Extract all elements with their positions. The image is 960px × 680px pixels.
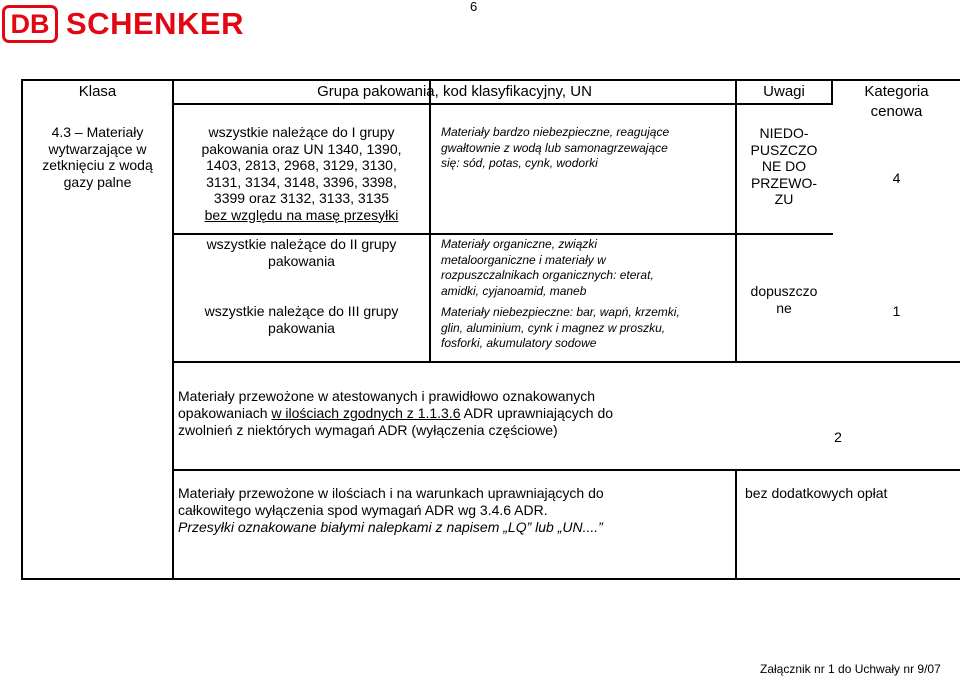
group3-line: wszystkie należące do III grupy [204,303,399,319]
klasa-line: 4.3 – Materiały [51,124,144,140]
full-exemption-line: Przesyłki oznakowane białymi nalepkami z napisem „LQ” lub „UN....” [178,519,603,535]
footer-attachment-note: Załącznik nr 1 do Uchwały nr 9/07 [760,662,941,676]
desc3-cell [441,305,733,352]
uwagi-forbidden-line: ZU [774,191,794,207]
desc2-cell [441,237,733,299]
desc1-line: Materiały bardzo niebezpieczne, reagujące [441,125,670,139]
db-schenker-logo [0,3,244,45]
header-grupa: Grupa pakowania, kod klasyfikacyjny, UN [317,83,592,100]
uwagi-allowed-line: dopuszczo [750,283,818,299]
subrow-rule [172,233,833,235]
uwagi-forbidden-line: NE DO [761,158,807,174]
desc3-line: Materiały niebezpieczne: bar, wapń, krzemki, [441,305,680,319]
klasa-line: zetknięciu z wodą [42,157,153,173]
partial-exemption-line: zwolnień z niektórych wymagań ADR (wyłączenia częściowe) [178,422,558,438]
partial-exemption-line: Materiały przewożone w atestowanych i prawidłowo oznakowanych [178,388,596,404]
uwagi-allowed-line: ne [776,299,792,316]
full-exemption-line: całkowitego wyłączenia spod wymagań ADR wg 3.4.6 ADR. [178,502,548,518]
desc2-line: Materiały organiczne, związki [441,237,598,251]
db-logo-box [2,5,58,43]
partial-exemption-line [178,405,738,422]
uwagi-forbidden-line: PRZEWO- [750,174,818,191]
row-rule [172,361,960,363]
col-divider [735,81,737,363]
uwagi-forbidden-line: NIEDO- [759,125,809,141]
kategoria-value: 4 [892,170,901,186]
header-uwagi: Uwagi [763,83,805,100]
header-kategoria-line2: cenowa [870,103,923,120]
group1-line: 3131, 3134, 3148, 3396, 3398, [206,173,397,190]
partial-exemption-reference: w ilościach zgodnych z 1.1.3.6 [271,405,461,421]
group2-line: wszystkie należące do II grupy [206,236,397,252]
group2-line: pakowania [268,252,335,269]
group1-line: pakowania oraz UN 1340, 1390, [201,140,402,157]
full-exemption-line: Materiały przewożone w ilościach i na warunkach uprawniających do [178,485,604,501]
uwagi-forbidden [737,125,831,208]
header-kategoria-line1: Kategoria [864,83,929,100]
group1-condition [174,207,429,224]
header-rule [172,103,833,105]
desc1-line: gwałtownie z wodą lub samonagrzewające [441,140,668,155]
group3-cell [174,303,429,336]
klasa-line: wytwarzające w [48,140,147,157]
page-number: 6 [470,0,478,14]
desc1-cell [441,125,733,172]
row-rule [172,469,960,471]
klasa-cell [23,124,172,190]
header-klasa: Klasa [78,83,117,100]
group2-cell [174,236,429,269]
group3-line: pakowania [268,319,335,336]
uwagi-forbidden-line: PUSZCZO [750,141,818,158]
uwagi-allowed [737,283,831,316]
group1-line: 3399 oraz 3132, 3133, 3135 [213,190,390,206]
partial-exemption-prefix: opakowaniach [178,405,272,421]
header-kategoria [833,82,960,122]
group1-line: wszystkie należące do I grupy [208,124,395,140]
kategoria-value: 2 [834,429,842,445]
db-logo-text: DB [10,9,50,39]
group1-condition-text: bez względu na masę przesyłki [204,206,399,223]
group1-cell [174,124,429,223]
desc2-line: rozpuszczalnikach organicznych: eterat, [441,268,654,282]
partial-exemption-suffix: ADR uprawniających do [460,405,614,421]
tariff-table [21,79,960,580]
desc2-line: amidki, cyjanoamid, maneb [441,283,587,298]
klasa-line: gazy palne [63,173,132,190]
kategoria-value: 1 [892,303,901,319]
full-exemption-uwagi: bez dodatkowych opłat [745,485,888,501]
group1-line: 1403, 2813, 2968, 3129, 3130, [206,157,397,173]
partial-exemption-text [178,388,738,439]
col-divider [429,81,431,363]
desc3-line: glin, aluminium, cynk i magnez w proszku, [441,320,666,335]
desc1-line: się: sód, potas, cynk, wodorki [441,156,598,170]
full-exemption-text [178,485,738,536]
schenker-wordmark: SCHENKER [66,6,244,41]
desc2-line: metaloorganiczne i materiały w [441,252,606,267]
desc3-line: fosforki, akumulatory sodowe [441,336,597,350]
